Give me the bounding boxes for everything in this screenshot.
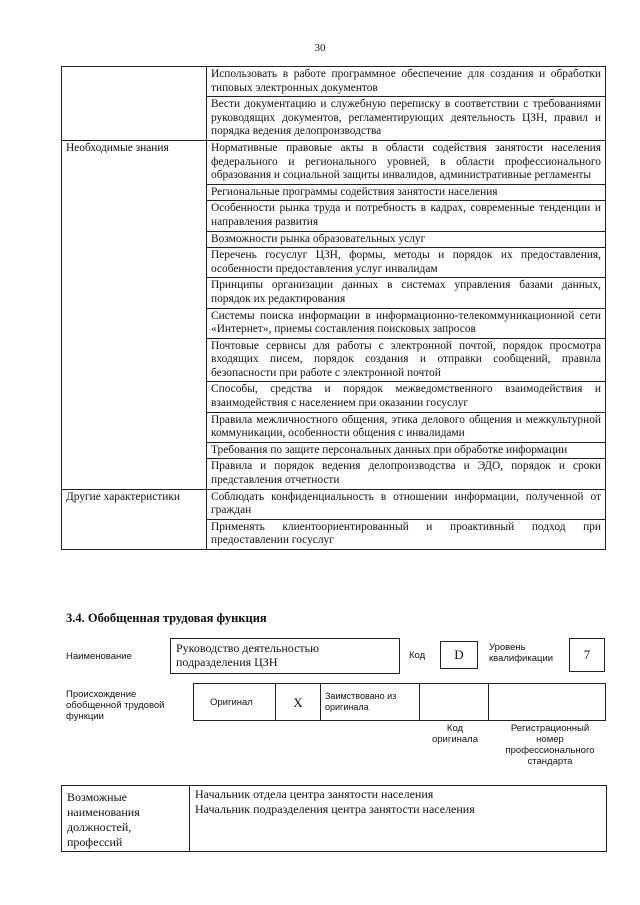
knowledge-item: Возможности рынка образовательных услуг: [207, 231, 606, 248]
table-row: [194, 684, 606, 721]
competency-table: [61, 66, 606, 550]
level-label: Уровень квалификации: [489, 642, 554, 664]
positions-table: [61, 785, 607, 852]
other-item: Соблюдать конфиденциальность в отношении информации, полученной от граждан: [207, 489, 606, 519]
section-title: 3.4. Обобщенная трудовая функция: [66, 611, 267, 625]
knowledge-item: Правила межличностного общения, этика делового общения и межкультурной коммуникации, особенности общения с инвалидами: [207, 412, 606, 442]
code-value-box: D: [440, 641, 478, 669]
knowledge-item: Требования по защите персональных данных при обработке информации: [207, 442, 606, 459]
level-value-box: 7: [569, 638, 605, 672]
knowledge-item: Почтовые сервисы для работы с электронной почтой, порядок просмотра входящих писем, порядок создания и отправки сообщений, правила безопасности при работе с электронной почтой: [207, 338, 606, 382]
knowledge-item: Перечень госуслуг ЦЗН, формы, методы и порядок их предоставления, особенности предоставления услуг инвалидам: [207, 248, 606, 278]
knowledge-item: Особенности рынка труда и потребность в кадрах, современные тенденции и направления развития: [207, 201, 606, 231]
positions-label: Возможные наименования должностей, профессий: [62, 786, 190, 852]
code-label: Код: [409, 650, 426, 661]
knowledge-item: Региональные программы содействия занятости населения: [207, 184, 606, 201]
original-label: Оригинал: [194, 684, 276, 721]
knowledge-item: Способы, средства и порядок межведомственного взаимодействия и взаимодействия с населением при оказании госуслуг: [207, 382, 606, 412]
skill-item: Вести документацию и служебную переписку в соответствии с требованиями руководящих документов, регламентирующих деятельность ЦЗН, правил и порядка ведения делопроизводства: [207, 97, 606, 141]
other-item: Применять клиентоориентированный и проактивный подход при предоставлении госуслуг: [207, 519, 606, 549]
code-original-caption: Код оригинала: [431, 723, 478, 745]
borrowed-label: Заимствовано из оригинала: [321, 684, 420, 721]
page-number: 30: [314, 42, 326, 54]
origin-table: [193, 683, 606, 721]
table-row: [62, 140, 606, 184]
other-label: Другие характеристики: [62, 489, 207, 549]
table-row: [62, 786, 607, 852]
knowledge-item: Правила и порядок ведения делопроизводства и ЭДО, порядок и сроки представления отчетности: [207, 459, 606, 489]
position-item: Начальник отдела центра занятости населения: [195, 787, 434, 801]
skill-item: Использовать в работе программное обеспечение для создания и обработки типовых электронных документов: [207, 67, 606, 97]
original-code-cell: [420, 684, 489, 721]
reg-number-caption: Регистрационный номер профессионального стандарта: [505, 723, 595, 767]
function-name-box: Руководство деятельностью подразделения ЦЗН: [170, 638, 400, 674]
positions-list-cell: [190, 786, 607, 852]
original-mark: X: [276, 684, 321, 721]
position-item: Начальник подразделения центра занятости населения: [195, 802, 475, 816]
name-label: Наименование: [66, 651, 132, 662]
reg-number-cell: [489, 684, 606, 721]
knowledge-label: Необходимые знания: [62, 140, 207, 489]
table-row: [62, 489, 606, 519]
skills-label-cell: [62, 67, 207, 141]
knowledge-item: Принципы организации данных в системах управления базами данных, порядок их редактирования: [207, 278, 606, 308]
table-row: [62, 67, 606, 97]
knowledge-item: Нормативные правовые акты в области содействия занятости населения федерального и регионального уровней, в области профессионального образования и социальной защиты инвалидов, административные регламенты: [207, 140, 606, 184]
origin-label: Происхождение обобщенной трудовой функции: [66, 689, 165, 722]
knowledge-item: Системы поиска информации в информационно-телекоммуникационной сети «Интернет», приемы составления поисковых запросов: [207, 308, 606, 338]
